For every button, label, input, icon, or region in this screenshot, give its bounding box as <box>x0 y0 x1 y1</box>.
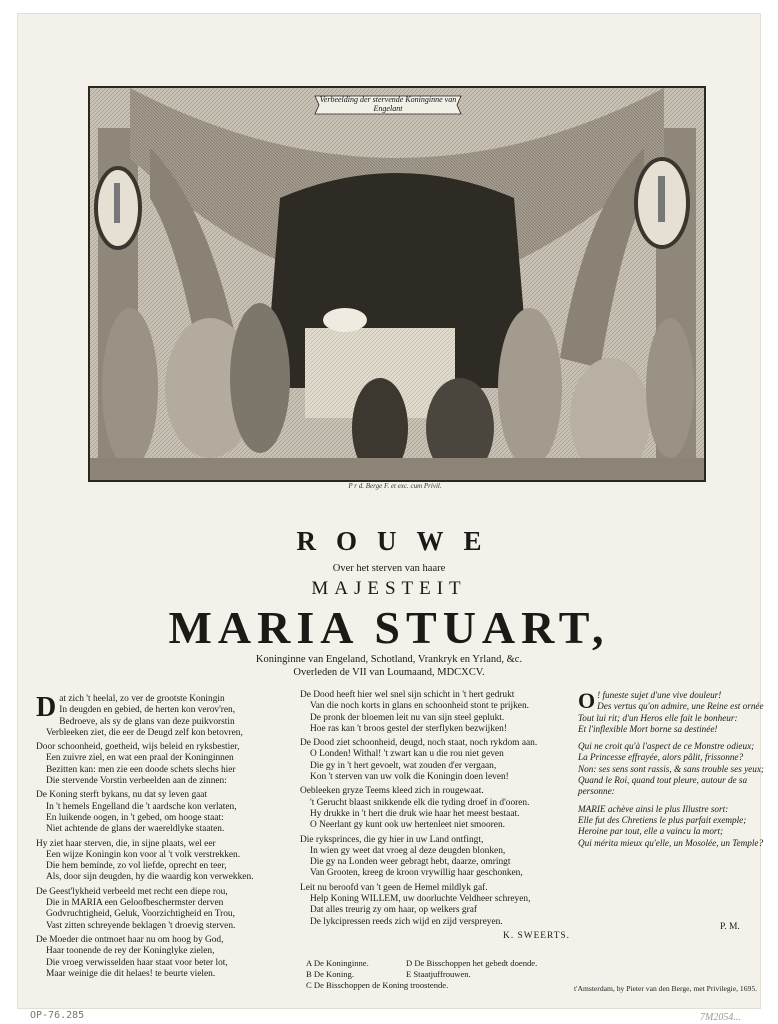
verse-line: Non: ses sens sont rassis, & sans trouble ses yeux; <box>578 763 764 774</box>
verse-line: Heroine par tout, elle a vaincu la mort; <box>578 826 724 837</box>
verse-line: Bezitten kan: men zie een doode schets slechs hier <box>46 764 236 775</box>
verse-line: Bedroeve, als sy de glans van deze puikvorstin <box>59 716 235 727</box>
author-initials: P. M. <box>720 922 740 932</box>
engraving-plate <box>88 86 706 482</box>
verse-line: Die gy na Londen weer gebragt hebt, daarze, omringt <box>310 857 511 868</box>
title-rouwe: ROUWE <box>296 526 502 556</box>
verse-line: Help Koning WILLEM, uw doorluchte Veldheer schreyen, <box>310 894 531 905</box>
verse-line: Leit nu beroofd van 't geen de Hemel mildlyk gaf. <box>300 882 488 893</box>
verse-line: Kon 't sterven van uw volk die Koningin doen leven! <box>310 772 509 783</box>
verse-line: De Koning sterft bykans, nu dat sy leven gaat <box>36 790 208 801</box>
verse-line: De Dood ziet schoonheid, deugd, noch staat, noch rykdom aan. <box>300 738 538 749</box>
poem-column-french <box>578 690 764 849</box>
stanza <box>300 883 570 928</box>
accession-number-right: 7M2054... <box>700 1012 741 1023</box>
verse-line: Elle fut des Chretiens le plus parfait exemple; <box>578 814 747 825</box>
verse-line: Qui mérita mieux qu'elle, un Mosolée, un Temple? <box>578 837 764 848</box>
verse-line: ! funeste sujet d'une vive douleur! <box>597 690 722 700</box>
stanza <box>36 839 298 884</box>
accession-number: OP-76.285 <box>30 1010 85 1021</box>
verse-line: Een wijze Koningin kon voor al 't volk verstrekken. <box>46 849 241 860</box>
verse-line: Des vertus qu'on admire, une Reine est ornée <box>597 701 764 712</box>
poem-stanzas <box>300 690 570 928</box>
verse-line: Niet achtende de glans der waereldlyke staaten. <box>46 824 225 835</box>
subtitle-majesteit: MAJESTEIT <box>311 578 467 599</box>
stanza <box>300 786 570 831</box>
stanza <box>36 790 298 835</box>
verse-line: Vast zitten schreyende beklagen 't droevig sterven. <box>46 920 236 931</box>
verse-line: Maar weinige die dit helaes! te beurte vielen. <box>46 968 216 979</box>
drop-cap: O <box>578 688 596 713</box>
verse-line: De Moeder die ontmoet haar nu om hoog by God, <box>36 934 224 945</box>
poem-lines <box>578 690 764 849</box>
stanza <box>300 738 570 783</box>
verse-line: In wien gy weet dat vroeg al deze deugden blonken, <box>310 845 506 856</box>
legend-item: E Staatjuffrouwen. <box>406 969 471 979</box>
verse-line: Hoe ras kan 't broos gestel der sterflyken bezwijken! <box>310 723 507 734</box>
verse-line: De Dood heeft hier wel snel sijn schicht in 't hert gedrukt <box>300 690 515 700</box>
stanza <box>36 935 298 980</box>
deathbed-engraving <box>90 88 704 480</box>
verse-line: 't Gerucht blaast snikkende elk die tyding droef in d'ooren. <box>310 797 530 808</box>
verse-line: Godvruchtigheid, Geluk, Voorzichtigheid en Trou, <box>46 909 235 920</box>
verse-line: Quand le Roi, quand tout pleure, autour de sa personne: <box>578 775 748 797</box>
verse-line: Die hem bemínde, zo vol liefde, oprecht en teer, <box>46 861 227 872</box>
verse-line: at zich 't heelal, zo ver de grootste Koningin <box>59 694 225 704</box>
verse-line: Van Grooten, kreeg de kroon vrywillig haar geschonken, <box>310 868 523 879</box>
verse-line: Die gy in 't hert gevoelt, wat zouden d'er vergaan, <box>310 760 497 771</box>
poem-column-dutch-2 <box>300 690 570 945</box>
verse-line: In 't hemels Engelland die 't aardsche kon verlaten, <box>46 801 237 812</box>
verse-line: Die ryksprinces, die gy hier in uw Land ontfingt, <box>300 834 484 845</box>
title-name: MARIA STUART, <box>168 602 610 653</box>
stanza <box>36 887 298 932</box>
verse-line: Haar toonende de rey der Koninglyke zielen, <box>46 946 215 957</box>
verse-line: Door schoonheid, goetheid, wijs beleid en ryksbestier, <box>36 742 240 753</box>
verse-line: Et l'inflexible Mort borne sa destinée! <box>578 723 718 734</box>
verse-line: Tout lui rit; d'un Heros elle fait le bonheur: <box>578 712 738 723</box>
verse-line: De Geest'lykheid verbeeld met recht een diepe rou, <box>36 886 228 897</box>
legend-item: C De Bisschoppen de Koning troostende. <box>306 980 449 990</box>
legend-item: A De Koninginne. <box>306 958 369 968</box>
verse-line: En luikende oogen, in 't gebed, om hooge staat: <box>46 812 224 823</box>
legend-item: D De Bisschoppen het gebedt doende. <box>406 958 538 968</box>
verse-line: O Londen! Withal! 't zwart kan u die rou niet geven <box>310 749 504 760</box>
stanza <box>36 742 298 787</box>
stanza <box>300 835 570 880</box>
verse-line: Hy ziet haar sterven, die, in sijne plaats, wel eer <box>36 838 216 849</box>
legend-item: B De Koning. <box>306 969 354 979</box>
verse-line: Een zuivre ziel, en wat een praal der Koninginnen <box>46 753 234 764</box>
engraving-imprint: P r d. Berge F. et exc. cum Privil. <box>348 482 442 490</box>
subtitle-overleden: Overleden de VII van Loumaand, MDCXCV. <box>293 667 485 678</box>
subtitle-over: Over het sterven van haare <box>332 563 446 574</box>
signature: K. SWEERTS. <box>503 930 570 941</box>
stanza <box>300 690 570 735</box>
verse-line: Qui ne croit qu'à l'aspect de ce Monstre odieux; <box>578 741 755 752</box>
verse-line: De pronk der bloemen leit nu van sijn steel geplukt. <box>310 712 505 723</box>
stanza <box>36 694 298 739</box>
verse-line: Dat alles treurig zy om haar, op welkers graf <box>310 905 478 916</box>
verse-line: In deugden en gebied, de herten kon verov'ren, <box>59 705 236 716</box>
verse-line: Van die noch korts in glans en schoonheid stont te prijken. <box>310 701 529 712</box>
figure-legend <box>306 958 576 991</box>
drop-cap: D <box>36 692 57 723</box>
verse-line: Hy drukke in 't hert die druk wie haar het meest bestaat. <box>310 808 520 819</box>
engraving-banner-text: Verbeelding der stervende Koninginne van Engelant <box>319 95 457 113</box>
poem-stanzas <box>36 694 298 980</box>
verse-line: Oebleeken gryze Teems kleed zich in rougewaat. <box>300 786 484 797</box>
verse-line: Die vroeg verwisselden haar staat voor beter lot, <box>46 957 228 968</box>
verse-line: Die in MARIA een Geloofbeschermster derven <box>46 898 224 909</box>
verse-line: Als, door sijn deugden, hy die waardig kon verwekken. <box>46 872 254 883</box>
publisher-line: t'Amsterdam, by Pieter van den Berge, met Privilegie, 1695. <box>574 984 758 993</box>
verse-line: Verbleeken ziet, die eer de Deugd zelf kon betovren, <box>46 727 243 738</box>
poem-column-dutch-1 <box>36 694 298 983</box>
verse-line: Die stervende Vorstin verbeelden aan de zinnen: <box>46 776 227 787</box>
verse-line: La Princesse effrayée, alors pâlit, frissonne? <box>578 752 744 763</box>
verse-line: O Neerlant gy kunt ook uw hertenleet niet smooren. <box>310 820 505 831</box>
subtitle-koninginne: Koninginne van Engeland, Schotland, Vrankryk en Yrland, &c. <box>255 654 523 665</box>
verse-line: MARIE achève ainsi le plus Illustre sort: <box>578 803 729 814</box>
verse-line: De lykcipressen reeds zich wijd en zijd verspreyen. <box>310 916 503 927</box>
